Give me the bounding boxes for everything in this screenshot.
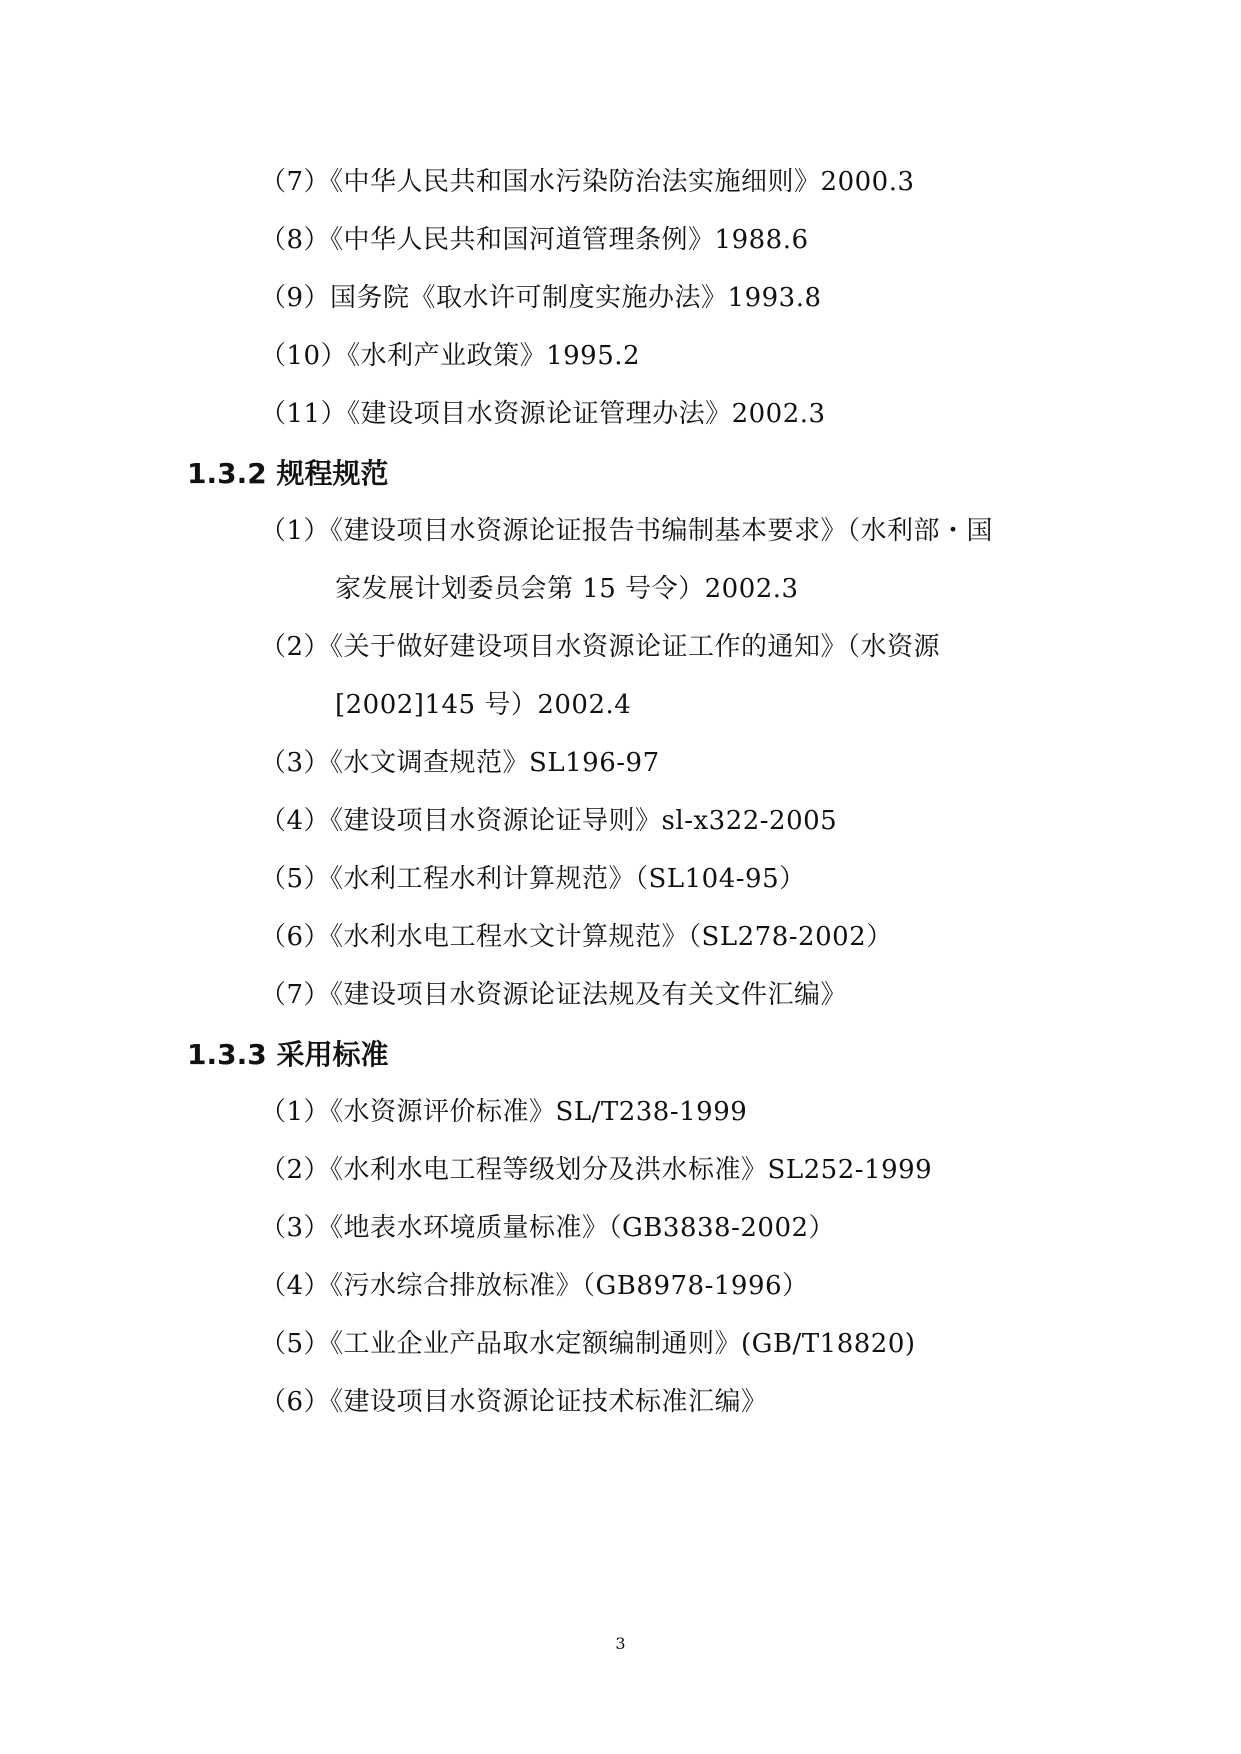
standard-item-3: （3）《地表水环境质量标准》（GB3838-2002）	[260, 1213, 836, 1243]
law-item-9: （9）国务院《取水许可制度实施办法》1993.8	[260, 283, 822, 313]
regulation-item-7: （7）《建设项目水资源论证法规及有关文件汇编》	[260, 980, 848, 1010]
section-heading-1-3-3: 1.3.3 采用标准	[187, 1038, 389, 1071]
regulation-item-5: （5）《水利工程水利计算规范》（SL104-95）	[260, 864, 806, 894]
standard-item-6: （6）《建设项目水资源论证技术标准汇编》	[260, 1387, 768, 1417]
regulation-item-6: （6）《水利水电工程水文计算规范》（SL278-2002）	[260, 922, 893, 952]
law-item-10: （10）《水利产业政策》1995.2	[260, 341, 641, 371]
standard-item-2: （2）《水利水电工程等级划分及洪水标准》SL252-1999	[260, 1155, 933, 1185]
law-item-8: （8）《中华人民共和国河道管理条例》1988.6	[260, 225, 809, 255]
regulation-item-3: （3）《水文调查规范》SL196-97	[260, 748, 660, 778]
law-item-11: （11）《建设项目水资源论证管理办法》2002.3	[260, 399, 826, 429]
regulation-item-4: （4）《建设项目水资源论证导则》sl-x322-2005	[260, 806, 838, 836]
law-item-7: （7）《中华人民共和国水污染防治法实施细则》2000.3	[260, 167, 915, 197]
standard-item-5: （5）《工业企业产品取水定额编制通则》(GB/T18820)	[260, 1329, 916, 1359]
section-heading-1-3-2: 1.3.2 规程规范	[187, 457, 389, 490]
regulation-item-2-continuation: [2002]145 号）2002.4	[335, 690, 632, 720]
standard-item-4: （4）《污水综合排放标准》（GB8978-1996）	[260, 1271, 809, 1301]
regulation-item-2: （2）《关于做好建设项目水资源论证工作的通知》（水资源	[260, 632, 941, 662]
standard-item-1: （1）《水资源评价标准》SL/T238-1999	[260, 1097, 748, 1127]
regulation-item-1: （1）《建设项目水资源论证报告书编制基本要求》（水利部・国	[260, 516, 994, 546]
regulation-item-1-continuation: 家发展计划委员会第 15 号令）2002.3	[335, 574, 799, 604]
page-number: 3	[615, 1634, 626, 1653]
